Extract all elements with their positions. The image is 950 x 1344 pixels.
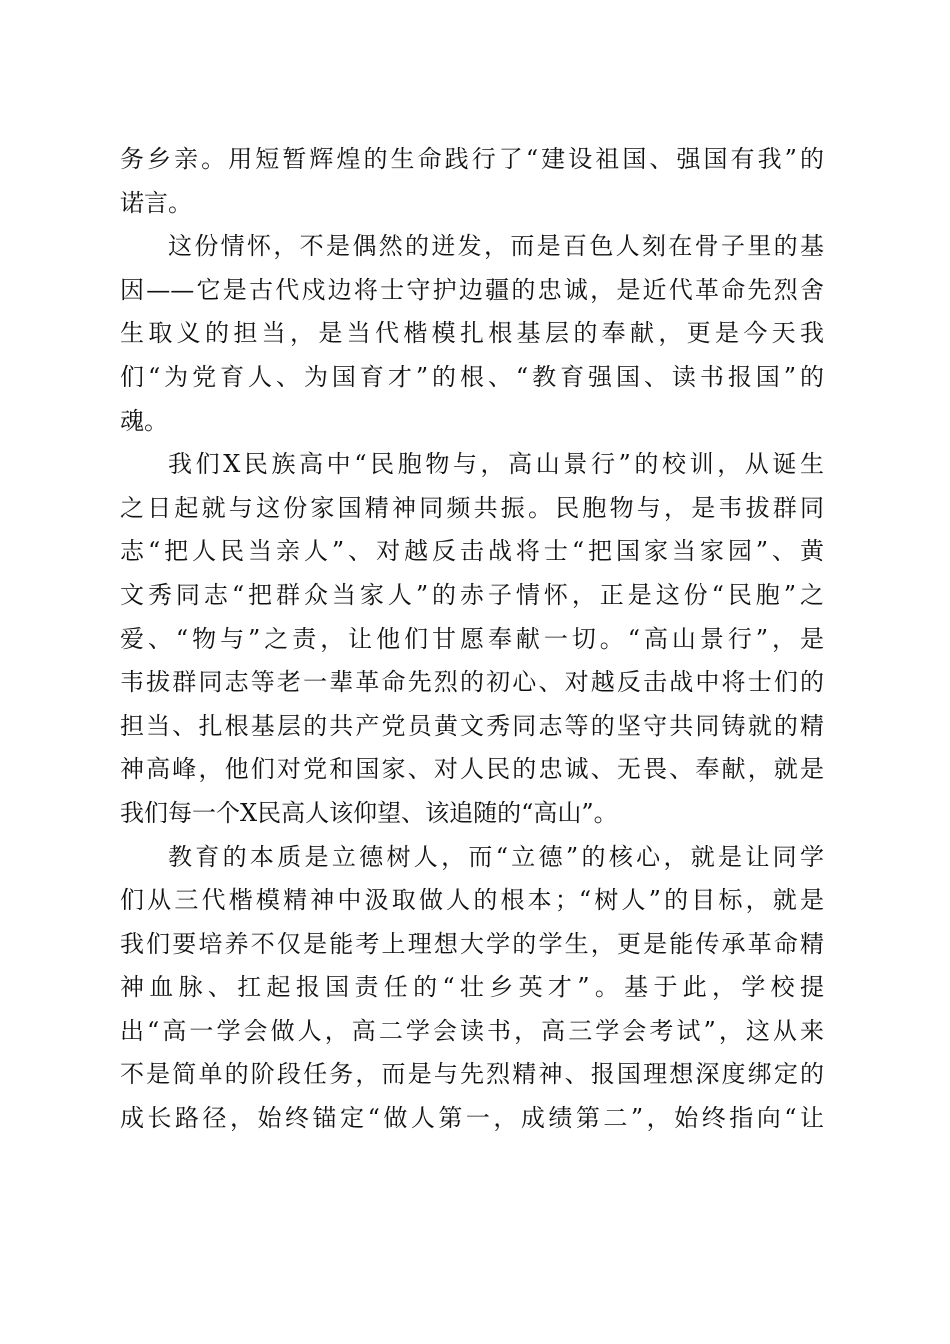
text-line: 教育的本质是立德树人，而“立德”的核心，就是让同学 xyxy=(168,842,824,871)
text-line: 不是简单的阶段任务，而是与先烈精神、报国理想深度绑定的 xyxy=(120,1060,824,1089)
paragraph-3 xyxy=(120,443,824,835)
paragraph-2 xyxy=(120,225,824,443)
text-line: 担当、扎根基层的共产党员黄文秀同志等的坚守共同铸就的精 xyxy=(120,711,824,740)
text-line: 我们要培养不仅是能考上理想大学的学生，更是能传承革命精 xyxy=(120,929,824,958)
paragraph-1 xyxy=(120,138,824,225)
text-line: 成长路径，始终锚定“做人第一，成绩第二”，始终指向“让 xyxy=(120,1104,824,1133)
text-line: 诺言。 xyxy=(120,188,192,217)
text-line: 务乡亲。用短暂辉煌的生命践行了“建设祖国、强国有我”的 xyxy=(120,145,824,173)
text-line: 们“为党育人、为国育才”的根、“教育强国、读书报国”的 xyxy=(120,362,824,391)
paragraph-4 xyxy=(120,836,824,1141)
text-line: 神血脉、扛起报国责任的“壮乡英才”。基于此，学校提 xyxy=(120,973,824,1002)
text-line: 们从三代楷模精神中汲取做人的根本；“树人”的目标，就是 xyxy=(120,886,824,915)
text-line: 我们每一个X民高人该仰望、该追随的“高山”。 xyxy=(120,798,618,827)
text-line: 韦拔群同志等老一辈革命先烈的初心、对越反击战中将士们的 xyxy=(120,668,824,697)
text-line: 文秀同志“把群众当家人”的赤子情怀，正是这份“民胞”之 xyxy=(120,580,824,609)
document-body xyxy=(120,138,824,1141)
text-line: 志“把人民当亲人”、对越反击战将士“把国家当家园”、黄 xyxy=(120,537,824,566)
text-line: 魂。 xyxy=(120,406,168,435)
text-line: 因——它是古代戍边将士守护边疆的忠诚，是近代革命先烈舍 xyxy=(120,275,824,304)
text-line: 这份情怀，不是偶然的迸发，而是百色人刻在骨子里的基 xyxy=(168,232,824,261)
text-line: 爱、“物与”之责，让他们甘愿奉献一切。“高山景行”，是 xyxy=(120,624,824,653)
text-line: 生取义的担当，是当代楷模扎根基层的奉献，更是今天我 xyxy=(120,319,824,348)
text-line: 神高峰，他们对党和国家、对人民的忠诚、无畏、奉献，就是 xyxy=(120,755,824,784)
text-line: 我们X民族高中“民胞物与，高山景行”的校训，从诞生 xyxy=(168,450,824,479)
text-line: 出“高一学会做人，高二学会读书，高三学会考试”，这从来 xyxy=(120,1016,824,1045)
text-line: 之日起就与这份家国精神同频共振。民胞物与，是韦拔群同 xyxy=(120,493,824,522)
